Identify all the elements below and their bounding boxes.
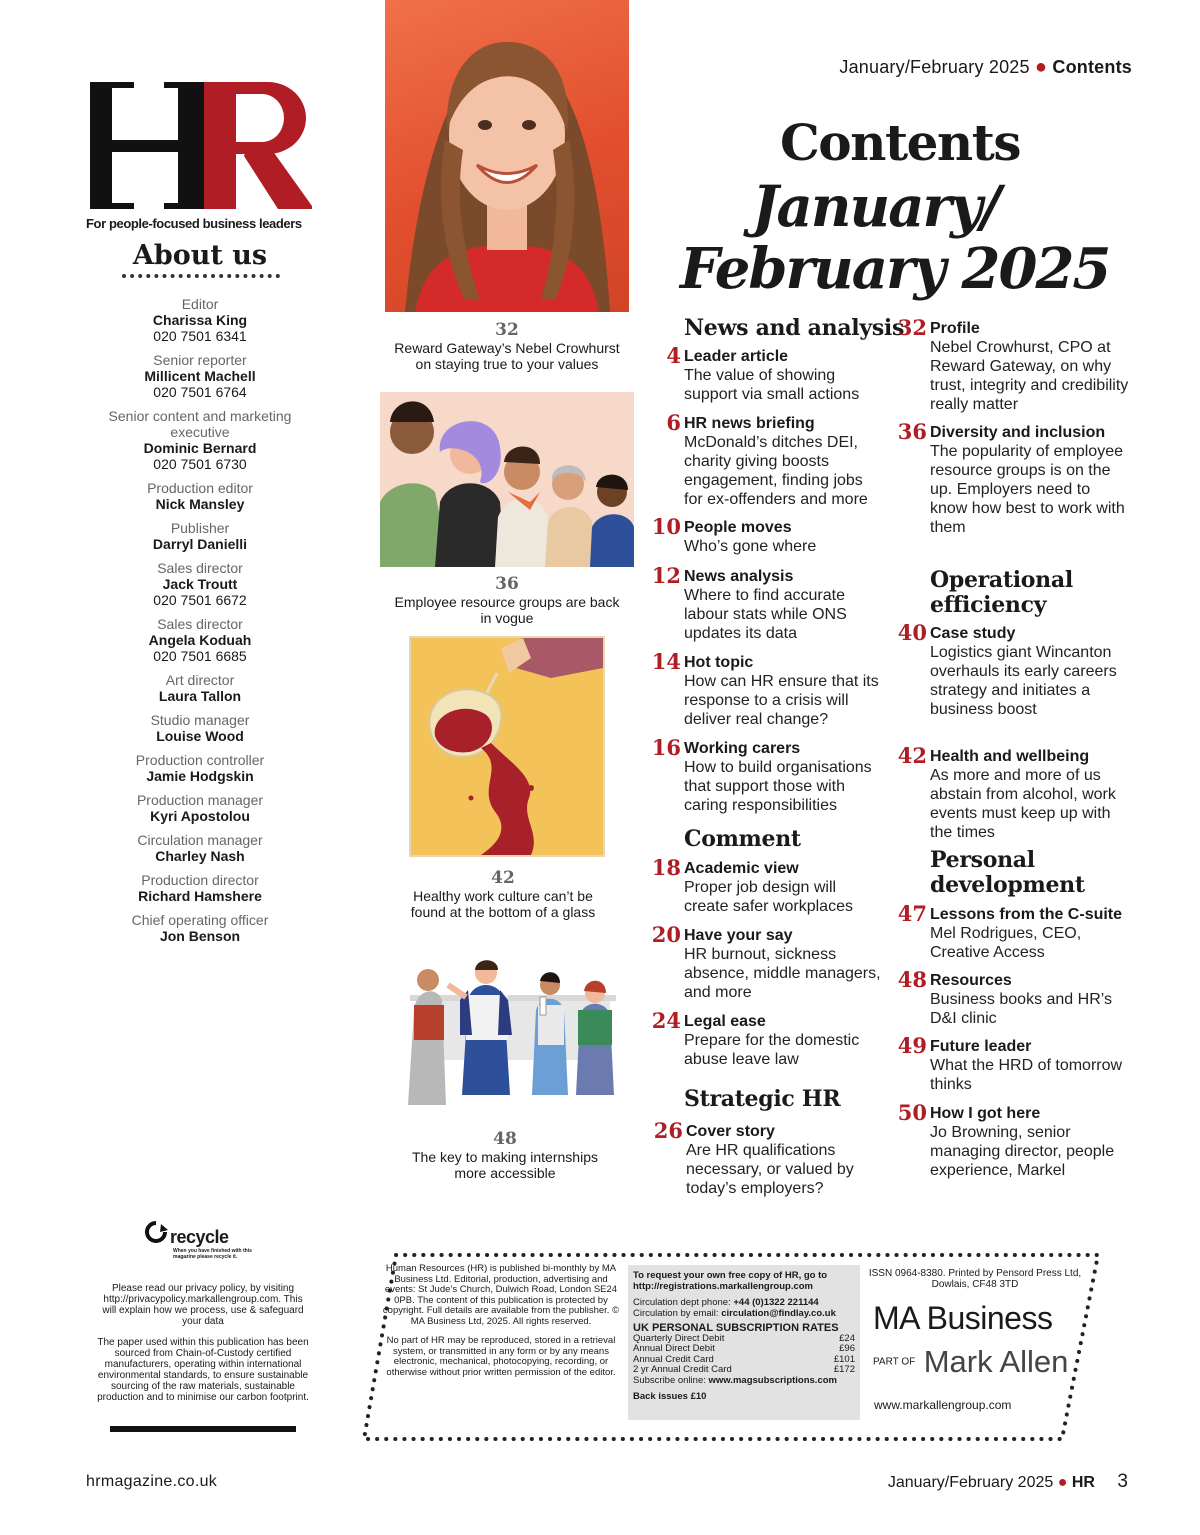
contents-entry-18[interactable] [651, 855, 884, 916]
footer-magazine: HR [1071, 1474, 1095, 1491]
staff-name: Nick Mansley [155, 496, 245, 512]
rate-price: £24 [839, 1332, 855, 1344]
entry-description: McDonald’s ditches DEI, charity giving boosts engagement, finding jobs for ex-offenders and more [684, 434, 868, 508]
staff-name: Charissa King [152, 312, 248, 328]
circulation-phone-label: Circulation dept phone: [633, 1297, 731, 1308]
header-issue: January/February 2025 [839, 57, 1030, 77]
staff-name: Angela Koduah [148, 632, 252, 648]
staff-phone: 020 7501 6672 [153, 592, 247, 608]
contents-entry-32[interactable] [897, 315, 1130, 414]
entry-page-number: 49 [897, 1033, 927, 1058]
circulation-email: circulation@findlay.co.uk [721, 1307, 836, 1319]
entry-page-number: 12 [651, 563, 681, 588]
staff-item [96, 560, 304, 608]
entry-page-number: 10 [651, 514, 681, 539]
logo-letter-r [204, 82, 312, 209]
subscribe-online-line [633, 1376, 855, 1387]
logo-letter-h [90, 82, 210, 209]
entry-page-number: 6 [666, 410, 681, 435]
about-us-title: About us [132, 240, 268, 271]
recycle-icon [142, 1220, 170, 1244]
copyright-paragraph: No part of HR may be reproduced, stored in a retrieval system, or transmitted in any form or by any means electronic, mechanical, photocopying, recording, or otherwise without prior written permission of the editor. [386, 1335, 616, 1378]
circulation-email-line [633, 1309, 855, 1320]
contents-entry-6[interactable] [666, 410, 884, 509]
issn-printer: ISSN 0964-8380. Printed by Pensord Press Ltd, Dowlais, CF48 3TD [868, 1268, 1082, 1290]
contents-entry-4[interactable] [666, 343, 884, 404]
contents-entry-20[interactable] [651, 922, 884, 1002]
entry-title: Diversity and inclusion [930, 424, 1106, 441]
mark-allen-url[interactable]: www.markallengroup.com [874, 1398, 1012, 1412]
staff-role: Art director [165, 672, 235, 688]
staff-name: Jamie Hodgskin [146, 768, 254, 784]
caption-32 [385, 320, 629, 372]
entry-title: People moves [684, 519, 792, 536]
free-copy-request: To request your own free copy of HR, go to http://registrations.markallengroup.com [633, 1270, 828, 1292]
recycle-badge [142, 1220, 262, 1260]
staff-list [96, 296, 304, 952]
footer-site[interactable]: hrmagazine.co.uk [86, 1473, 218, 1490]
staff-role: Circulation manager [137, 832, 263, 848]
contents-entry-36[interactable] [897, 419, 1130, 537]
part-of-label: PART OF [873, 1356, 916, 1368]
contents-entry-16[interactable] [651, 735, 884, 815]
entry-page-number: 26 [653, 1118, 683, 1143]
paper-sourcing-paragraph: The paper used within this publication has been sourced from Chain-of-Custody certified manufacturers, operating within international environmental standards, to ensure sustainable sourcing of the raw materials, sustainable production and to minimise our carbon footprint. [97, 1337, 309, 1403]
circulation-email-label: Circulation by email: [633, 1307, 719, 1319]
entry-description: HR burnout, sickness absence, middle managers, and more [684, 946, 881, 1001]
entry-page-number: 47 [897, 901, 927, 926]
rates-list [633, 1334, 855, 1376]
privacy-notice [96, 1283, 310, 1413]
staff-phone: 020 7501 6341 [153, 328, 247, 344]
staff-item [96, 832, 304, 864]
contents-entry-47[interactable] [897, 901, 1140, 962]
caption-page: 48 [493, 1129, 517, 1149]
entry-title: Resources [930, 972, 1012, 989]
header-bullet: ● [1034, 56, 1048, 78]
entry-title: Working carers [684, 740, 801, 757]
entry-title: How I got here [930, 1105, 1041, 1122]
caption-42 [394, 868, 612, 920]
footer-bullet: ● [1057, 1474, 1068, 1491]
header-section: Contents [1052, 57, 1132, 77]
entry-page-number: 20 [651, 922, 681, 947]
entry-page-number: 24 [651, 1008, 681, 1033]
caption-text: Reward Gateway’s Nebel Crowhurst on staying true to your values [394, 340, 620, 372]
entry-title: Have your say [684, 927, 793, 944]
portrait-image [385, 0, 629, 312]
entry-description: As more and more of us abstain from alcohol, work events must keep up with the times [930, 767, 1116, 841]
contents-entry-26[interactable] [653, 1118, 886, 1198]
ma-business-logo: MA Business [873, 1300, 1053, 1336]
staff-role: Sales director [157, 616, 243, 632]
entry-description: Proper job design will create safer workplaces [684, 879, 853, 915]
contents-entry-48[interactable] [897, 967, 1130, 1028]
entry-title: Health and wellbeing [930, 748, 1090, 765]
staff-role: Production manager [136, 792, 264, 808]
section-strategic-hr: Strategic HR [684, 1086, 841, 1112]
contents-entry-24[interactable] [651, 1008, 884, 1069]
staff-name: Charley Nash [155, 848, 245, 864]
staff-name: Kyri Apostolou [150, 808, 250, 824]
entry-page-number: 18 [651, 855, 681, 880]
staff-item [96, 520, 304, 552]
entry-title: HR news briefing [684, 415, 815, 432]
privacy-paragraph: Please read our privacy policy, by visiting http://privacypolicy.markallengroup.com. This will explain how we process, use & safeguard your data [102, 1283, 304, 1327]
staff-name: Richard Hamshere [138, 888, 262, 904]
subscribe-online-url[interactable]: www.magsubscriptions.com [708, 1374, 837, 1386]
caption-text: Employee resource groups are back in vogue [394, 594, 620, 626]
rates-title: UK PERSONAL SUBSCRIPTION RATES [633, 1322, 839, 1334]
staff-role: Editor [181, 296, 219, 312]
staff-phone: 020 7501 6764 [153, 384, 247, 400]
entry-page-number: 36 [897, 419, 927, 444]
mark-allen-logo [873, 1344, 1068, 1380]
recycle-note: When you have finished with this magazine please recycle it. [173, 1248, 252, 1260]
entry-page-number: 14 [651, 649, 681, 674]
entry-description: Mel Rodrigues, CEO, Creative Access [930, 925, 1082, 961]
staff-item [96, 296, 304, 344]
contents-entry-40[interactable] [897, 620, 1130, 719]
staff-name: Jon Benson [159, 928, 241, 944]
entry-title: Future leader [930, 1038, 1032, 1055]
rate-label: Quarterly Direct Debit [633, 1332, 725, 1344]
staff-name: Millicent Machell [144, 368, 256, 384]
staff-name: Laura Tallon [158, 688, 242, 704]
staff-phone: 020 7501 6685 [153, 648, 247, 664]
caption-48 [396, 1129, 614, 1181]
staff-item [96, 352, 304, 400]
section-operational-efficiency: Operational efficiency [930, 567, 1073, 618]
rate-label: 2 yr Annual Credit Card [633, 1364, 732, 1375]
entry-title: Academic view [684, 860, 799, 877]
privacy-rule [110, 1426, 296, 1432]
footer-issue [888, 1471, 1128, 1493]
entry-description: Are HR qualifications necessary, or valued by today’s employers? [686, 1142, 854, 1197]
staff-role: Studio manager [150, 712, 250, 728]
entry-page-number: 4 [666, 343, 681, 368]
entry-page-number: 40 [897, 620, 927, 645]
about-divider [122, 274, 280, 278]
entry-description: Prepare for the domestic abuse leave law [684, 1032, 860, 1068]
entry-description: Jo Browning, senior managing director, people experience, Markel [930, 1124, 1115, 1179]
subscribe-online-label: Subscribe online: [633, 1374, 706, 1386]
staff-item [96, 408, 304, 472]
entry-page-number: 42 [897, 743, 927, 768]
rate-price: £96 [839, 1343, 855, 1354]
rate-row [633, 1344, 855, 1355]
rate-label: Annual Credit Card [633, 1353, 714, 1365]
staff-role: Production editor [147, 480, 253, 496]
staff-role: Production director [141, 872, 259, 888]
page-number: 3 [1117, 1471, 1128, 1492]
employee-groups-illustration [380, 392, 634, 567]
mark-allen-name: Mark Allen [923, 1344, 1069, 1379]
rate-price: £101 [833, 1353, 855, 1365]
contents-entry-14[interactable] [651, 649, 884, 729]
contents-subtitle-line2: February 2025 [680, 236, 1110, 302]
contents-entry-49[interactable] [897, 1033, 1130, 1094]
logo-tagline: For people-focused business leaders [86, 216, 302, 231]
entry-page-number: 32 [897, 315, 927, 340]
entry-description: Where to find accurate labour stats while ONS updates its data [684, 587, 847, 642]
contents-entry-10[interactable] [651, 514, 884, 556]
staff-name: Dominic Bernard [143, 440, 257, 456]
header-issue-line [839, 56, 1132, 79]
circulation-phone: +44 (0)1322 221144 [733, 1297, 819, 1308]
entry-title: News analysis [684, 568, 794, 585]
footer-issue-date: January/February 2025 [887, 1474, 1054, 1491]
contents-title: Contents [780, 113, 1021, 172]
staff-phone: 020 7501 6730 [153, 456, 247, 472]
subscription-panel [628, 1265, 860, 1420]
staff-role: Senior content and marketing executive [108, 408, 292, 440]
entry-title: Lessons from the C-suite [930, 906, 1123, 923]
publisher-paragraph: Human Resources (HR) is published bi-monthly by MA Business Ltd. Editorial, production, advertising and events: St Jude’s Church, Dulwich Road, London SE24 0PB. The content of this publication is protected by copyright. Full details are available from the publisher. © MA Business Ltd, 2025. All rights reserved. [382, 1263, 620, 1327]
staff-role: Chief operating officer [131, 912, 269, 928]
entry-description: How can HR ensure that its response to a crisis will deliver real change? [684, 673, 879, 728]
staff-item [96, 912, 304, 944]
entry-title: Case study [930, 625, 1016, 642]
entry-title: Profile [930, 320, 980, 337]
staff-item [96, 752, 304, 784]
recycle-word: recycle [170, 1227, 229, 1247]
entry-page-number: 48 [897, 967, 927, 992]
section-news-and-analysis: News and analysis [684, 315, 905, 341]
entry-description: Logistics giant Wincanton overhauls its early careers strategy and initiates a business boost [930, 644, 1117, 718]
contents-entry-12[interactable] [651, 563, 884, 643]
entry-description: How to build organisations that support those with caring responsibilities [684, 759, 872, 814]
internship-illustration [400, 955, 626, 1105]
entry-title: Cover story [686, 1123, 775, 1140]
entry-description: What the HRD of tomorrow thinks [930, 1057, 1123, 1093]
caption-page: 36 [495, 574, 519, 594]
entry-title: Leader article [684, 348, 789, 365]
hr-logo [86, 80, 326, 230]
caption-text: The key to making internships more accessible [412, 1149, 598, 1181]
contents-entry-42[interactable] [897, 743, 1130, 842]
wine-glass-illustration [409, 636, 605, 857]
entry-description: Who’s gone where [684, 538, 817, 555]
entry-description: Nebel Crowhurst, CPO at Reward Gateway, on why trust, integrity and credibility really matter [930, 339, 1129, 413]
caption-text: Healthy work culture can’t be found at the bottom of a glass [410, 888, 596, 920]
staff-role: Production controller [135, 752, 265, 768]
entry-description: The popularity of employee resource groups is on the up. Employers need to know how best to work with them [930, 443, 1125, 536]
entry-title: Legal ease [684, 1013, 766, 1030]
entry-title: Hot topic [684, 654, 754, 671]
staff-role: Sales director [157, 560, 243, 576]
staff-item [96, 672, 304, 704]
staff-item [96, 480, 304, 512]
staff-name: Jack Troutt [162, 576, 238, 592]
staff-item [96, 616, 304, 664]
caption-36 [390, 574, 624, 626]
caption-page: 42 [491, 868, 515, 888]
staff-role: Senior reporter [153, 352, 247, 368]
entry-page-number: 16 [651, 735, 681, 760]
back-issues: Back issues £10 [633, 1391, 707, 1402]
contents-subtitle-line1: January/ [752, 174, 999, 240]
entry-page-number: 50 [897, 1100, 927, 1125]
staff-item [96, 712, 304, 744]
contents-entry-50[interactable] [897, 1100, 1130, 1180]
section-comment: Comment [684, 826, 801, 852]
rate-price: £172 [833, 1364, 855, 1375]
staff-name: Darryl Danielli [152, 536, 248, 552]
staff-role: Publisher [170, 520, 230, 536]
entry-description: Business books and HR’s D&I clinic [930, 991, 1113, 1027]
section-personal-development: Personal development [930, 847, 1085, 898]
rate-label: Annual Direct Debit [633, 1343, 715, 1354]
caption-page: 32 [495, 320, 519, 340]
entry-description: The value of showing support via small actions [684, 367, 860, 403]
publisher-info [378, 1264, 624, 1387]
staff-item [96, 792, 304, 824]
staff-name: Louise Wood [156, 728, 244, 744]
staff-item [96, 872, 304, 904]
